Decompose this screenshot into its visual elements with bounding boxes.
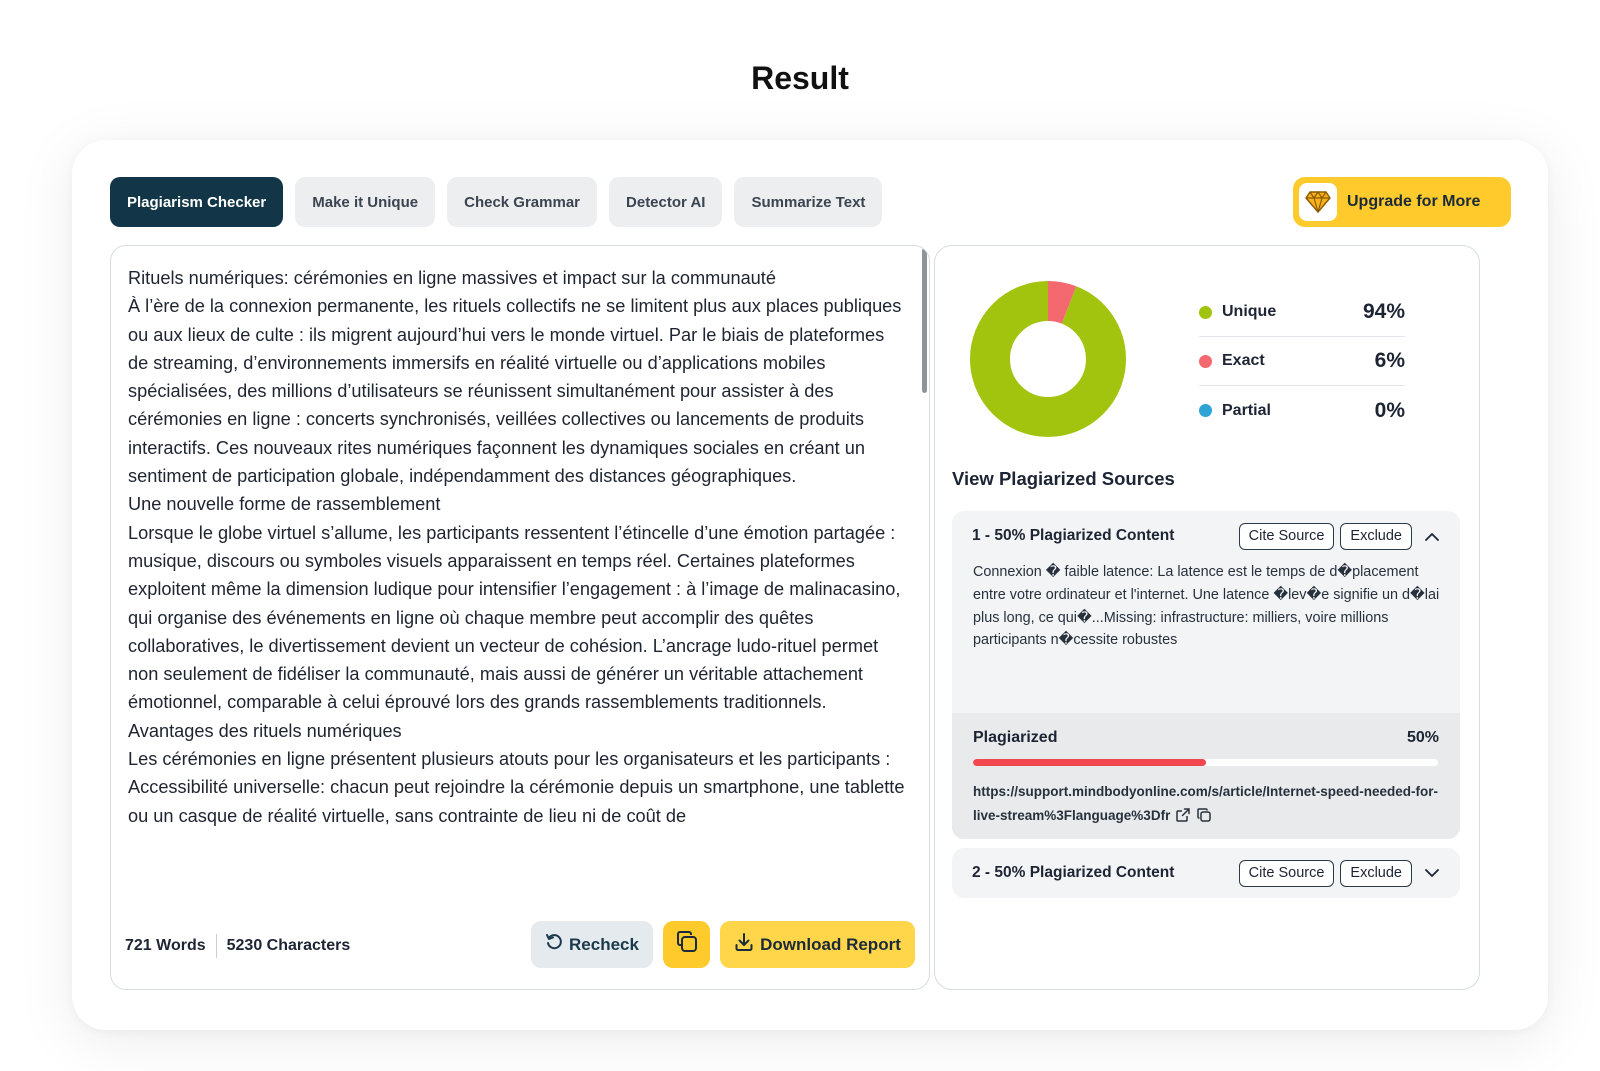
editor-paragraph: Lorsque le globe virtuel s’allume, les participants ressentent l’étincelle d’une émotion partagée : musique, discours ou symboles visuels apparaissent en temps réel. Certaines plateformes exploitent même la dimension ludique pour intensifier l’engagement : à l’image de malinacasino, qui organise des événements en ligne où chaque membre peut accomplir des quêtes collaboratives, le divertissement devient un vecteur de cohésion. L’ancrage ludo-rituel permet non seulement de fidéliser la communauté, mais aussi de générer un véritable attachement émotionnel, comparable à celui éprouvé lors des grands rassemblements traditionnels. [128,522,901,713]
editor-footer [111,903,929,989]
tab-detector-ai[interactable]: Detector AI [609,177,722,227]
exclude-button[interactable]: Exclude [1340,523,1412,550]
legend-label: Exact [1222,352,1265,369]
plagiarized-label: Plagiarized [973,729,1058,746]
source-card [952,848,1460,898]
source-card [952,511,1460,839]
download-icon [734,932,754,957]
editor-paragraph: Les cérémonies en ligne présentent plusieurs atouts pour les organisateurs et les participants : [128,749,891,770]
plagiarized-progress-fill [973,759,1206,766]
download-label: Download Report [760,934,901,954]
result-card [72,140,1548,1030]
legend-row-exact [1199,337,1405,386]
plagiarized-progress [973,759,1438,766]
tab-summarize-text[interactable]: Summarize Text [734,177,882,227]
cite-source-button[interactable]: Cite Source [1239,523,1335,550]
copy-button[interactable] [663,921,710,968]
download-report-button[interactable] [720,921,915,968]
chevron-up-icon[interactable] [1424,528,1440,544]
text-editor[interactable] [110,245,930,990]
legend-label: Unique [1222,303,1277,320]
source-url-block [973,780,1439,831]
legend-value: 6% [1374,349,1405,372]
tool-tabs [110,177,882,227]
editor-paragraph: Une nouvelle forme de rassemblement [128,494,441,515]
legend-value: 94% [1362,300,1405,323]
legend-row-unique [1199,288,1405,337]
legend-label: Partial [1222,401,1271,419]
cite-source-button[interactable]: Cite Source [1239,860,1335,887]
upgrade-button[interactable] [1293,177,1511,227]
editor-text[interactable] [128,264,908,904]
sources-title: View Plagiarized Sources [952,468,1175,489]
exact-dot [1199,355,1212,368]
word-count: 721 Words [125,937,206,954]
source-detail [952,713,1460,839]
page-title: Result [751,60,849,96]
legend-row-partial [1199,386,1405,435]
upgrade-label: Upgrade for More [1347,193,1481,210]
results-panel [934,245,1480,990]
score-donut-chart [969,280,1127,438]
editor-paragraph: Rituels numériques: cérémonies en ligne massives et impact sur la communauté [128,268,776,288]
plagiarized-percent: 50% [1406,729,1439,746]
recheck-button[interactable] [531,921,653,968]
refresh-icon [545,933,563,956]
tab-make-it-unique[interactable]: Make it Unique [295,177,435,227]
editor-paragraph: Accessibilité universelle: chacun peut rejoindre la cérémonie depuis un smartphone, une tablette ou un casque de réalité virtuelle, sans contrainte de lieu ni de coût de [128,777,905,826]
editor-actions [531,921,915,968]
editor-scrollbar[interactable] [922,248,927,393]
source-url-link[interactable]: https://support.mindbodyonline.com/s/article/Internet-speed-needed-for-live-stream%3Flanguage%3Dfr [973,784,1439,823]
character-count: 5230 Characters [226,937,351,954]
editor-paragraph: Avantages des rituels numériques [128,720,402,741]
chevron-down-icon[interactable] [1424,865,1440,881]
source-header[interactable] [952,511,1460,561]
score-legend [1199,288,1405,435]
legend-value: 0% [1374,398,1405,422]
source-excerpt: Connexion � faible latence: La latence est le temps de d�placement entre votre ordinateur et l'internet. Une latence �lev�e signifie un d�lai plus long, ce qui�...Missing: infrastructure: milliers, voire millions participants n�cessite robustes [973,564,1440,649]
source-title: 1 - 50% Plagiarized Content [972,527,1175,544]
gem-icon [1299,183,1337,221]
partial-dot [1199,404,1212,417]
recheck-label: Recheck [569,934,639,954]
tab-check-grammar[interactable]: Check Grammar [447,177,597,227]
source-header[interactable] [952,848,1460,898]
plagiarized-row [973,729,1439,747]
external-link-icon[interactable] [1175,807,1191,831]
text-counts [125,934,350,958]
divider [216,934,217,958]
source-title: 2 - 50% Plagiarized Content [972,864,1175,881]
copy-link-icon[interactable] [1196,807,1212,831]
tab-plagiarism-checker[interactable]: Plagiarism Checker [110,177,283,227]
editor-paragraph: À l’ère de la connexion permanente, les rituels collectifs ne se limitent plus aux places publiques ou aux lieux de culte : ils migrent aujourd’hui vers le monde virtuel. Par le biais de plateformes de streaming, d’environnements immersifs en réalité virtuelle ou d’applications mobiles spécialisées, des millions d’utilisateurs se réunissent simultanément pour assister à des cérémonies en ligne : concerts synchronisés, veillées collectives ou lancements de produits interactifs. Ces nouveaux rites numériques façonnent les dynamiques sociales en créant un sentiment de participation globale, indépendamment des distances géographiques. [128,296,902,487]
unique-dot [1199,306,1212,319]
copy-icon [675,930,699,959]
exclude-button[interactable]: Exclude [1340,860,1412,887]
